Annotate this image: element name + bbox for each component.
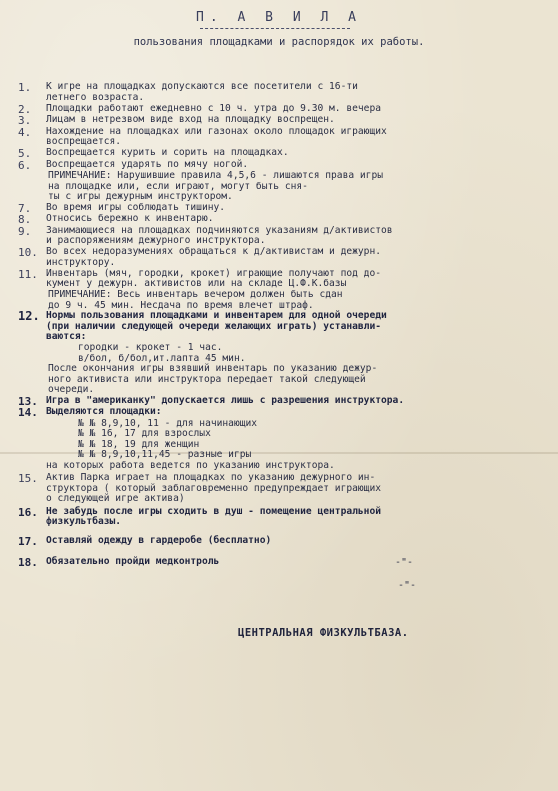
rule-item — [18, 407, 543, 418]
rule-number: 6. — [18, 158, 32, 172]
rule-number: 8. — [18, 213, 32, 226]
rule-text: Оставляй одежду в гардеробе (бесплатно) — [46, 534, 272, 546]
document-subtitle: пользования площадками и распорядок их работы. — [133, 36, 425, 48]
rule-text: Выделяются площадки: — [46, 406, 162, 417]
rule-number: 12. — [18, 309, 40, 323]
rule-text: Инвентарь (мяч, городки, крокет) играющие получают под до- кумент у дежурн. активистов или на складе Ц.Ф.К.базы — [46, 267, 382, 289]
rule-item — [18, 203, 543, 214]
rule-item — [18, 473, 543, 505]
signature-block: ЦЕНТРАЛЬНАЯ ФИЗКУЛЬТБАЗА. — [238, 627, 409, 639]
rule-text: К игре на площадках допускаются все посетители с 16-ти летнего возраста. — [46, 81, 358, 103]
rule-number: 10. — [18, 246, 38, 259]
rule-item — [18, 160, 543, 171]
rule-text: Актив Парка играет на площадках по указанию дежурного ин- структора ( который заблаговременно предупреждает играющих о следующей игре актива) — [46, 472, 382, 504]
rule-continuation: После окончания игры взявший инвентарь по указанию дежур- ного активиста или инструктора передает такой следующей очереди. — [48, 363, 378, 395]
rule-text: Нахождение на площадках или газонах около площадок играющих воспрещается. — [46, 125, 387, 147]
rule-number: 1. — [18, 81, 32, 94]
rule-number: 9. — [18, 224, 32, 238]
rule-text: Обязательно пройди медконтроль — [46, 555, 220, 567]
rule-number: 4. — [18, 125, 32, 139]
rule-number: 5. — [18, 147, 32, 160]
rule-number: 14. — [18, 406, 38, 419]
rule-text: Воспрещается ударять по мячу ногой. — [46, 158, 249, 170]
rule-continuation: на которых работа ведется по указанию инструктора. — [46, 459, 335, 471]
rule-number: 13. — [18, 394, 38, 408]
rule-number: 2. — [18, 102, 32, 116]
ditto-mark: -"- — [398, 580, 417, 591]
rule-text: Не забудь после игры сходить в душ - помещение центральной физкультбазы. — [46, 505, 382, 527]
rule-number: 11. — [18, 267, 38, 281]
rule-text: Нормы пользования площадками и инвентарем для одной очереди (при наличии следующей очереди желающих играть) устанавли- ваются: — [46, 310, 387, 342]
rule-item — [18, 214, 543, 225]
rule-number: 17. — [18, 534, 38, 548]
rule-number: 15. — [18, 472, 38, 485]
rule-text: Занимающиеся на площадках подчиняются указаниям д/активистов и распоряжениям дежурного инструктора. — [46, 224, 393, 246]
rule-item — [18, 148, 543, 159]
rule-item — [18, 557, 543, 568]
rule-item — [18, 127, 543, 148]
document-title: П. А В И Л А — [196, 10, 362, 25]
rule-number: 18. — [18, 555, 38, 569]
rule-text: Во время игры соблюдать тишину. — [46, 201, 226, 213]
rule-item — [18, 247, 543, 268]
rule-item — [18, 115, 543, 126]
title-underline — [200, 28, 350, 29]
rule-number: 3. — [18, 114, 32, 127]
rules-list — [18, 82, 543, 568]
rule-item — [18, 226, 543, 247]
rule-item — [18, 104, 543, 115]
rule-note: ПРИМЕЧАНИЕ: Весь инвентарь вечером должен быть сдан до 9 ч. 45 мин. Несдача по время влечет штраф. — [48, 289, 343, 311]
rule-number: 16. — [18, 505, 38, 519]
time-limits: городки - крокет - 1 час. в/бол, б/бол,ит.лапта 45 мин. — [78, 342, 246, 364]
rule-text: Во всех недоразумениях обращаться к д/активистам и дежурн. инструктору. — [46, 246, 382, 268]
rule-item — [18, 311, 543, 343]
rule-item — [18, 396, 543, 407]
rule-text: Относись бережно к инвентарю. — [46, 213, 214, 224]
rule-text: Площадки работают ежедневно с 10 ч. утра до 9.30 м. вечера — [46, 102, 382, 114]
rule-item — [18, 82, 543, 103]
ditto-mark: -"- — [395, 557, 414, 568]
rule-text: Игра в "американку" допускается лишь с разрешения инструктора. — [46, 394, 405, 406]
rule-note: ПРИМЕЧАНИЕ: Нарушившие правила 4,5,6 - лишаются права игры на площадке или, если играют, могут быть сня- ты с игры дежурным инструктором. — [48, 170, 384, 202]
rule-item — [18, 269, 543, 290]
court-allocation: № № 8,9,10, 11 - для начинающих № № 16, 17 для взрослых № № 18, 19 для женщин № № 8,9,10,11,45 - разные игры — [78, 417, 258, 460]
rule-text: Лицам в нетрезвом виде вход на площадку воспрещен. — [46, 114, 335, 125]
rule-item — [18, 536, 543, 547]
rule-text: Воспрещается курить и сорить на площадках. — [46, 147, 289, 158]
rule-item — [18, 507, 543, 528]
rule-number: 7. — [18, 201, 32, 215]
